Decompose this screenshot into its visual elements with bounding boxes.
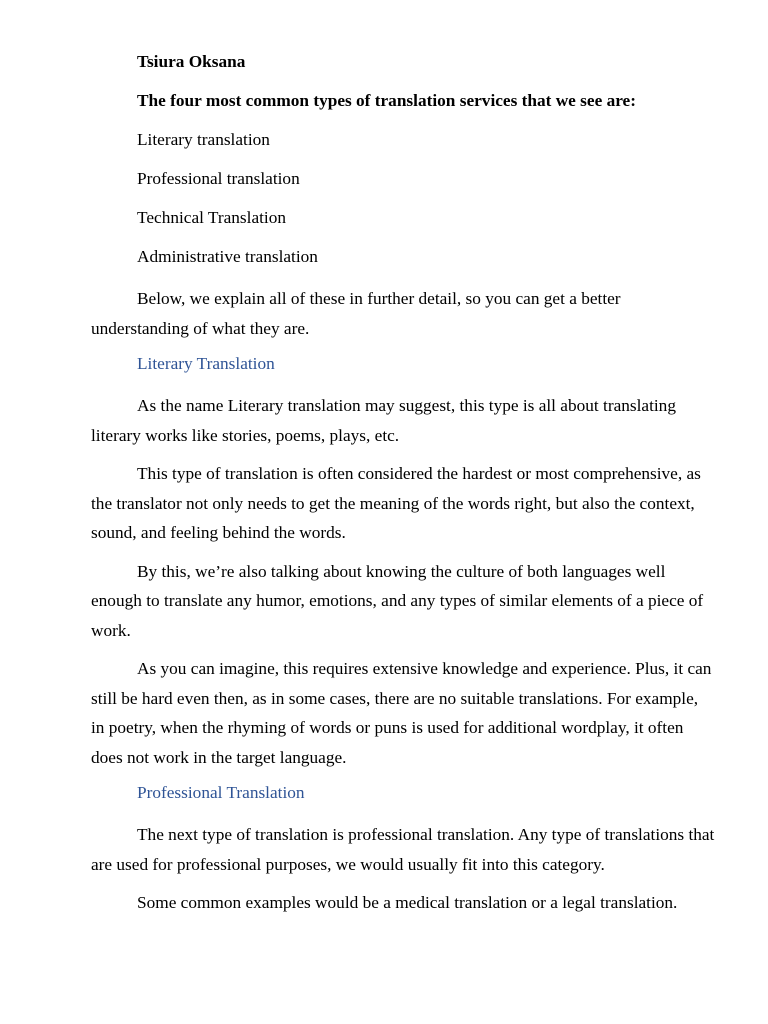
literary-paragraph-2: This type of translation is often considered the hardest or most comprehensive, as the translator not only needs to get the meaning of the words right, but also the context, sound, and feeling behind the words. — [91, 464, 701, 542]
type-item-literary: Literary translation — [137, 130, 270, 149]
literary-paragraph-3: By this, we’re also talking about knowing the culture of both languages well enough to translate any humor, emotions, and any types of similar elements of a piece of work. — [91, 561, 704, 640]
intro-heading: The four most common types of translation services that we see are: — [137, 91, 636, 110]
type-item-technical: Technical Translation — [137, 208, 287, 227]
author-name: Tsiura Oksana — [137, 52, 246, 71]
literary-paragraph-1: As the name Literary translation may suggest, this type is all about translating literary works like stories, poems, plays, etc. — [91, 396, 676, 445]
section-heading-professional: Professional Translation — [137, 783, 305, 802]
overview-paragraph: Below, we explain all of these in further detail, so you can get a better understanding of what they are. — [91, 289, 621, 338]
section-heading-literary: Literary Translation — [137, 354, 275, 373]
professional-paragraph-2: Some common examples would be a medical translation or a legal translation. — [137, 893, 678, 912]
document-page — [91, 50, 715, 927]
professional-paragraph-1: The next type of translation is professional translation. Any type of translations that are used for professional purposes, we would usually fit into this category. — [91, 825, 715, 874]
literary-paragraph-4: As you can imagine, this requires extensive knowledge and experience. Plus, it can still be hard even then, as in some cases, there are no suitable translations. For example, in poetry, when the rhyming of words or puns is used for additional wordplay, it often does not work in the target language. — [91, 659, 712, 767]
type-item-professional: Professional translation — [137, 169, 300, 188]
type-item-administrative: Administrative translation — [137, 247, 318, 266]
